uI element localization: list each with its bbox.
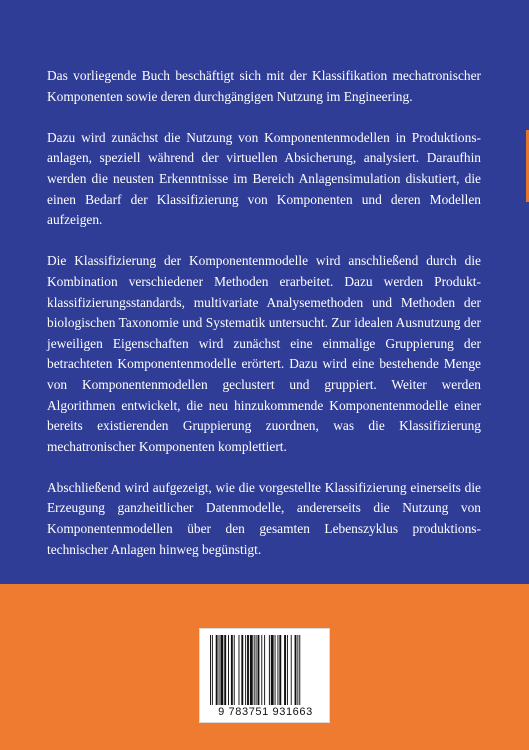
barcode-bar (239, 635, 240, 705)
barcode-bar (247, 635, 249, 705)
barcode-bar (258, 635, 260, 705)
barcode-bar (250, 635, 253, 705)
blurb-paragraph-4: Abschließend wird aufgezeigt, wie die vorgestellte Klassifizierung einerseits die Erzeugung ganzheitlicher Datenmodelle, andererseits die Nutzung von Komponentenmodellen über den gesamten Lebenszyklus produktionstechnischer Anlagen hinweg begünstigt. (47, 479, 481, 557)
barcode-bar (275, 635, 276, 705)
blurb-paragraph-1: Das vorliegende Buch beschäftigt sich mit der Klassifikation mechatronischer Komponenten sowie deren durchgängigen Nutzung im Engineering. (47, 68, 481, 104)
isbn-barcode (199, 628, 330, 723)
barcode-bar (291, 635, 292, 705)
barcode-bar (245, 635, 246, 705)
barcode-bar (295, 635, 297, 705)
barcode-bar (219, 635, 220, 705)
barcode-bar (241, 635, 243, 705)
barcode-bar (261, 635, 262, 705)
barcode-bar (254, 635, 255, 705)
barcode-bar (210, 635, 211, 705)
barcode-bar (279, 635, 281, 705)
isbn-digits: 9 783751 931663 (218, 706, 313, 718)
blurb-text (47, 66, 481, 581)
barcode-bar (234, 635, 235, 705)
blurb-paragraph-2: Dazu wird zunächst die Nutzung von Komponentenmodellen in Produktionsanlagen, speziell während der virtuellen Absicherung, analysiert. Daraufhin werden die neusten Erkenntnisse im Bereich Anlagensimulation diskutiert, die einen Bedarf der Klassifizierung von Komponenten und deren Modellen aufzeigen. (47, 129, 481, 228)
blurb-paragraph-3: Die Klassifizierung der Komponentenmodelle wird anschließend durch die Kombination verschiedener Methoden erarbeitet. Dazu werden Produktklassifizierungsstandards, multivariate Analysemethoden und Methoden der biologischen Taxonomie und Systematik untersucht. Zur idealen Ausnutzung der jeweiligen Eigenschaften wird zunächst eine einmalige Gruppierung der betrachteten Komponentenmodelle erörtert. Dazu wird eine bestehende Menge von Komponentenmodellen geclustert und gruppiert. Weiter werden Algorithmen entwickelt, die neu hinzukommende Komponentenmodelle einer bereits existierenden Gruppierung zuordnen, was die Klassifizierung mechatronischer Komponenten komplettiert. (47, 253, 481, 454)
barcode-bar (231, 635, 233, 705)
barcode-bar (287, 635, 288, 705)
barcode-bar (284, 635, 286, 705)
barcode-bar (271, 635, 274, 705)
barcode-bar (220, 635, 223, 705)
barcode-bars (208, 635, 323, 705)
barcode-bar (212, 635, 213, 705)
barcode-bar (264, 635, 265, 705)
barcode-bar (216, 635, 218, 705)
barcode-bar (228, 635, 229, 705)
barcode-bar (299, 635, 300, 705)
barcode-bar (256, 635, 257, 705)
barcode-bar (269, 635, 270, 705)
barcode-bar (297, 635, 298, 705)
barcode-bar (224, 635, 226, 705)
barcode-bar (277, 635, 278, 705)
